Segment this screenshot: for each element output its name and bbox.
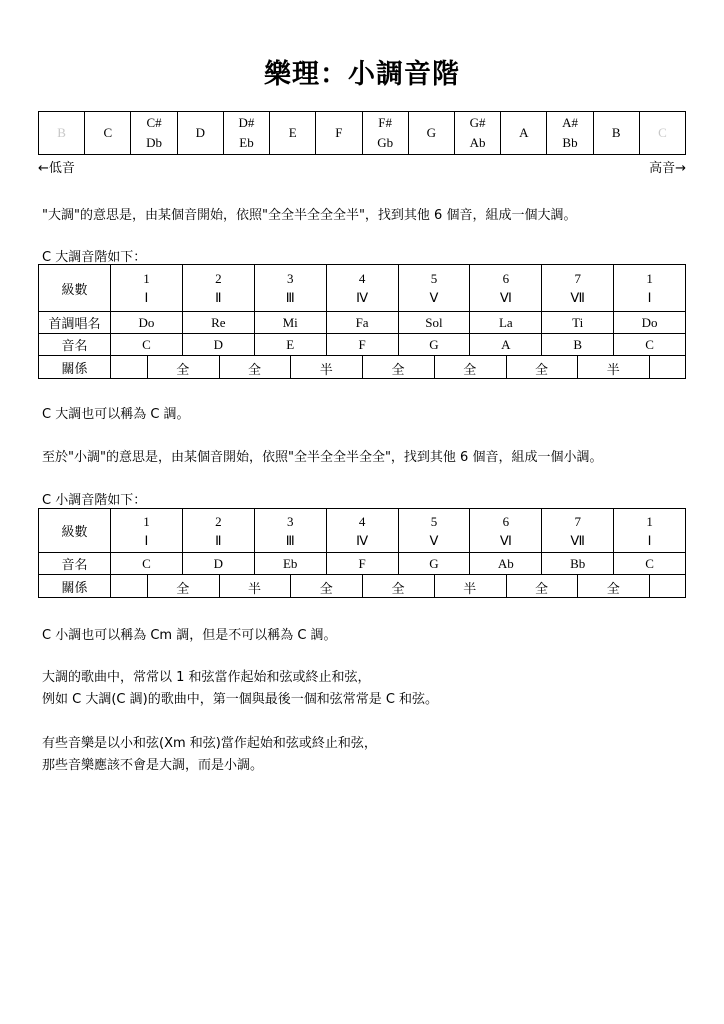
note-name: C <box>658 125 667 140</box>
degree-cell: 3 Ⅲ <box>254 509 326 553</box>
solfege-header: 首調唱名 <box>39 312 111 334</box>
major-heading: C 大調音階如下： <box>42 250 147 265</box>
minor-scale-table <box>38 508 686 598</box>
note-name: A <box>519 125 529 140</box>
note-enharmonic: Db <box>146 135 162 150</box>
low-pitch-label: ←低音 <box>38 161 75 176</box>
note-cell: B <box>542 334 614 356</box>
strip-note-cell <box>39 112 85 154</box>
note-cell: C <box>614 553 686 575</box>
relation-divider <box>219 356 220 378</box>
strip-note-cell <box>547 112 593 154</box>
note-name: A# <box>562 115 578 130</box>
strip-note-cell <box>455 112 501 154</box>
solfege-cell: La <box>470 312 542 334</box>
note-cell: Bb <box>542 553 614 575</box>
note-name: D <box>195 125 205 140</box>
strip-note-cell <box>131 112 177 154</box>
relation-step: 全 <box>534 363 549 378</box>
relation-step: 半 <box>463 582 477 597</box>
strip-note-cell <box>409 112 455 154</box>
note-name: C <box>103 125 113 140</box>
relation-divider <box>362 575 363 597</box>
solfege-cell: Mi <box>254 312 326 334</box>
solfege-cell: Re <box>182 312 254 334</box>
solfege-cell: Sol <box>398 312 470 334</box>
note-cell: A <box>470 334 542 356</box>
relation-divider <box>434 356 435 378</box>
degree-header: 級數 <box>39 509 111 553</box>
degree-cell: 1 Ⅰ <box>111 265 183 312</box>
relation-divider <box>577 356 578 378</box>
note-cell: E <box>254 334 326 356</box>
relation-divider <box>649 356 650 378</box>
strip-note-cell <box>316 112 362 154</box>
relation-header: 關係 <box>39 356 111 379</box>
note-name: G <box>426 125 437 140</box>
note-name: D# <box>238 115 255 130</box>
degree-cell: 1 Ⅰ <box>614 509 686 553</box>
strip-note-cell <box>224 112 270 154</box>
note-name: F <box>335 125 343 140</box>
note-name: E <box>288 125 297 140</box>
strip-note-cell <box>85 112 131 154</box>
degree-cell: 2 Ⅱ <box>182 265 254 312</box>
page-title: 樂理：小調音階 <box>264 59 460 90</box>
solfege-cell: Do <box>614 312 686 334</box>
major-scale-table <box>38 264 686 379</box>
relation-step: 全 <box>606 582 620 597</box>
note-name: B <box>611 125 621 140</box>
relation-divider <box>290 356 291 378</box>
relation-step: 全 <box>463 363 477 378</box>
solfege-cell: Ti <box>542 312 614 334</box>
note-name: F# <box>378 115 392 130</box>
strip-note-cell <box>594 112 640 154</box>
high-pitch-label: 高音→ <box>649 161 686 176</box>
strip-note-cell <box>363 112 409 154</box>
relation-step: 半 <box>606 363 620 378</box>
relation-divider <box>362 356 363 378</box>
note-enharmonic: Ab <box>469 135 486 150</box>
relation-divider <box>506 356 507 378</box>
note-cell: Ab <box>470 553 542 575</box>
note-header: 音名 <box>39 334 111 356</box>
note-enharmonic: Gb <box>377 135 394 150</box>
minor-chord-paragraph-line-1: 有些音樂是以小和弦(Xm 和弦)當作起始和弦或終止和弦， <box>42 736 377 751</box>
note-cell: D <box>182 334 254 356</box>
note-cell: F <box>326 553 398 575</box>
note-cell: G <box>398 553 470 575</box>
degree-header: 級數 <box>39 265 111 312</box>
degree-cell: 2 Ⅱ <box>182 509 254 553</box>
relation-step: 半 <box>319 363 333 378</box>
note-enharmonic: Eb <box>239 135 254 150</box>
relation-header: 關係 <box>39 575 111 598</box>
solfege-cell: Do <box>111 312 183 334</box>
note-cell: G <box>398 334 470 356</box>
strip-note-cell <box>501 112 547 154</box>
chord-paragraph-line-2: 例如 C 大調(C 調)的歌曲中，第一個與最後一個和弦常常是 C 和弦。 <box>42 692 439 707</box>
note-name: B <box>57 125 66 140</box>
relation-divider <box>147 575 148 597</box>
relation-step: 全 <box>247 363 262 378</box>
degree-cell: 3 Ⅲ <box>254 265 326 312</box>
minor-alias-note: C 小調也可以稱為 Cm 調，但是不可以稱為 C 調。 <box>42 628 337 643</box>
strip-note-cell <box>270 112 316 154</box>
degree-cell: 6 Ⅵ <box>470 265 542 312</box>
strip-note-cell <box>640 112 685 154</box>
note-cell: Eb <box>254 553 326 575</box>
degree-cell: 4 Ⅳ <box>326 509 398 553</box>
note-cell: D <box>182 553 254 575</box>
relation-divider <box>506 575 507 597</box>
note-name: C# <box>146 115 162 130</box>
relation-divider <box>649 575 650 597</box>
relation-step: 全 <box>391 363 405 378</box>
degree-cell: 6 Ⅵ <box>470 509 542 553</box>
degree-cell: 4 Ⅳ <box>326 265 398 312</box>
relation-divider <box>290 575 291 597</box>
degree-cell: 5 Ⅴ <box>398 265 470 312</box>
note-name: G# <box>469 115 486 130</box>
solfege-cell: Fa <box>326 312 398 334</box>
degree-cell: 7 Ⅶ <box>542 265 614 312</box>
relation-step: 半 <box>247 582 262 597</box>
relation-track <box>111 356 686 379</box>
relation-step: 全 <box>391 582 405 597</box>
major-definition: "大調"的意思是，由某個音開始，依照"全全半全全全半"，找到其他 6 個音，組成一個大調。 <box>42 208 577 223</box>
minor-chord-paragraph-line-2: 那些音樂應該不會是大調，而是小調。 <box>42 758 264 773</box>
chromatic-strip <box>38 111 686 155</box>
relation-step: 全 <box>176 582 190 597</box>
relation-step: 全 <box>176 363 190 378</box>
relation-divider <box>577 575 578 597</box>
relation-track <box>111 575 686 598</box>
note-header: 音名 <box>39 553 111 575</box>
relation-divider <box>219 575 220 597</box>
minor-definition: 至於"小調"的意思是，由某個音開始，依照"全半全全半全全"，找到其他 6 個音，組成一個小調。 <box>42 450 603 465</box>
relation-step: 全 <box>534 582 549 597</box>
major-alias-note: C 大調也可以稱為 C 調。 <box>42 407 190 422</box>
note-cell: C <box>111 334 183 356</box>
degree-cell: 7 Ⅶ <box>542 509 614 553</box>
degree-cell: 1 Ⅰ <box>111 509 183 553</box>
relation-step: 全 <box>319 582 333 597</box>
note-enharmonic: Bb <box>562 135 578 150</box>
note-cell: C <box>111 553 183 575</box>
strip-note-cell <box>178 112 224 154</box>
note-cell: C <box>614 334 686 356</box>
chord-paragraph-line-1: 大調的歌曲中，常常以 1 和弦當作起始和弦或終止和弦， <box>42 670 371 685</box>
degree-cell: 1 Ⅰ <box>614 265 686 312</box>
minor-heading: C 小調音階如下： <box>42 493 147 508</box>
relation-divider <box>434 575 435 597</box>
relation-divider <box>147 356 148 378</box>
note-cell: F <box>326 334 398 356</box>
degree-cell: 5 Ⅴ <box>398 509 470 553</box>
